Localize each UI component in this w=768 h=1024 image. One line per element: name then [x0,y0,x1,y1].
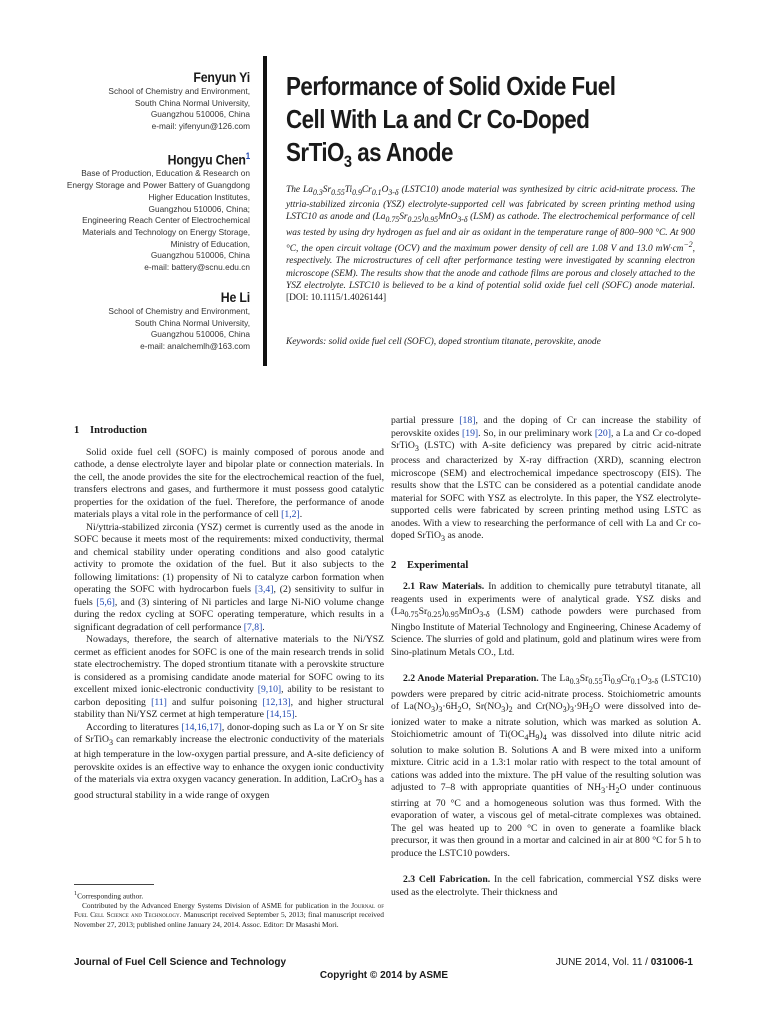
subsection-heading: 2.3 Cell Fabrication. [403,874,491,886]
author-affiliation: School of Chemistry and Environment, South China Normal University, Guangzhou 510006, China e-mail: yifenyun@126.com [60,86,250,133]
paragraph: Ni/yttria-stabilized zirconia (YSZ) cermet is currently used as the anode in SOFC because it meets most of the requirements: mixed conductivity, thermal and chemical stability under operating conditions and also good catalytic activity to promote the oxidation of the fuel. But it also subjects to the following limitations: (1) propensity of Ni to catalyze carbon formation when operating the SOFC with hydrocarbon fuels [3,4], (2) sensitivity to sulfur in fuels [5,6], and (3) sintering of Ni particles and large Ni-NiO volume change during the redox cycling at SOFC operating temperature, which results in a significant degradation of cell performance [7,8]. [74,521,384,633]
paragraph: Nowadays, therefore, the search of alternative materials to the Ni/YSZ cermet as efficient anodes for SOFC is one of the main research trends in solid state electrochemistry. The doped strontium titanate with a perovskite structure is considered as a promising candidate anode material for SOFC owing to its excellent mixed ionic-electronic conductivity [9,10], ability to be resistant to carbon depositing [11] and sulfur poisoning [12,13], and higher structural stability than Ni/YSZ cermet at high temperature [14,15]. [74,634,384,720]
paragraph: According to literatures [14,16,17], donor-doping such as La or Y on Sr site of SrTiO$_3$ can remarkably increase the electronic conductivity of the materials at high temperature in the low-oxygen partial pressure, and A-site deficiency of perovskite oxides is an effective way to enhance the oxygen ionic conductivity of the materials via extra oxygen vacancy generation. In addition, LaCrO$_3$ has a good structural stability in a wide range of oxygen [74,721,384,801]
body-column-left [74,415,384,802]
citation-link[interactable]: [3,4] [254,584,274,595]
citation-link[interactable]: [19] [462,427,479,439]
abstract: The $La_{0.3}Sr_{0.55}Ti_{0.9}Cr_{0.1}O_{3-\delta}$ (LSTC10) anode material was synthesized by citric acid-nitrate process. The yttria-stabilized zirconia (YSZ) electrolyte-supported cell was fabricated by screen printing method using LSTC10 as anode and $(La_{0.75}Sr_{0.25})_{0.95}MnO_{3-\delta}$ (LSM) as cathode. The electrochemical performance of cell was tested by using dry hydrogen as fuel and air as oxidant in the temperature range of 800–900 °C. At 900 °C, the open circuit voltage (OCV) and the maximum power density of cell are 1.08 V and 13.0 $mW\cdot cm^{-2}$, respectively. The microstructures of cell after performance testing were investigated by scanning electron microscope (SEM). The results show that the anode and cathode films are porous and closely attached to the YSZ electrolyte. LSTC10 is believed to be a kind of potential solid oxide fuel cell (SOFC) anode material. [DOI: 10.1115/1.4026144] [286,185,695,304]
journal-name: Journal of Fuel Cell Science and Technology [74,957,287,968]
section-heading: 2 Experimental [391,559,469,571]
citation-link[interactable]: [5,6] [96,596,115,608]
citation-link[interactable]: [1,2] [281,509,300,520]
keywords: Keywords: solid oxide fuel cell (SOFC), doped strontium titanate, perovskite, anode [286,337,601,347]
citation-link[interactable]: [9,10] [257,684,282,695]
author-block [60,147,250,274]
section-heading: 1 Introduction [74,425,147,436]
author-name: Fenyun Yi [193,69,250,85]
author-name: He Li [220,288,250,305]
author-block [60,68,250,133]
author-block [60,288,250,353]
paragraph: 2.3 Cell Fabrication. In the cell fabrication, commercial YSZ disks were used as the electrolyte. Their thickness and [391,874,701,898]
subsection-heading: 2.1 Raw Materials. [403,581,485,593]
paragraph: 2.1 Raw Materials. In addition to chemically pure tetrabutyl titanate, all reagents used in experiments were of analytical grade. YSZ disks and $(La_{0.75}Sr_{0.25})_{0.95}MnO_{3-\delta}$ (LSM) cathode powders were purchased from Ningbo Institute of Material Technology and Engineering, Chinese Academy of Science. The slurries of gold and platinum, gold and platinum wires were from Sino-platinum Metals CO., Ltd. [391,581,701,658]
citation-link[interactable]: [12,13] [262,696,291,708]
doi-link[interactable]: [DOI: 10.1115/1.4026144] [286,293,387,304]
author-affiliation: Base of Production, Education & Research on Energy Storage and Power Battery of Guangdong Higher Education Institutes, Guangzhou 510006, China; Engineering Reach Center of Electrochemical Materials and Technology on Energy Storage, Ministry of Education, Guangzhou 510006, China e-mail: battery@scnu.edu.cn [60,168,250,273]
citation-link[interactable]: [14,15] [266,709,295,720]
subsection-heading: 2.2 Anode Material Preparation. [403,673,539,685]
paragraph: 2.2 Anode Material Preparation. The $La_{0.3}Sr_{0.55}Ti_{0.9}Cr_{0.1}O_{3-\delta}$ (LSTC10) powders were prepared by citric acid-nitrate process. Stoichiometric amounts of $La(NO_3)_3\cdot 6H_2O$, $Sr(NO_3)_2$ and $Cr(NO_3)_3\cdot 9H_2O$ were dissolved into de-ionized water to make a nitrate solution, which was marked as solution A. Stoichiometric amount of $Ti(OC_4H_9)_4$ was dissolved into dilute nitric acid solution to make solution B. Solutions A and B were mixed into a uniform mixture. Citric acid in a 1.3:1 molar ratio with respect to the total amount of cations was added into the mixture. The pH value of the resulting solution was adjusted to 7–8 with appropriate quantities of $NH_3\cdot H_2O$ under continuous stirring at 70 °C and a homogeneous solution was thus formed. With the evaporation of water, a viscous gel of metal-citrate complexes was obtained. The gel was heated up to 200 °C in oven to generate a foamlike black precursor, it was then ground in a mortar and calcined in air at 800 °C for 5 h to produce the LSTC10 powders. [391,673,701,859]
paper-title: Performance of Solid Oxide Fuel Cell With La and Cr Co-Doped SrTiO$_3$ as Anode [286,71,616,172]
footnote: $^1$Corresponding author. Contributed by the Advanced Energy Systems Division of ASME for publication in the Journal of Fuel Cell Science and Technology. Manuscript received September 5, 2013; final manuscript received November 27, 2013; published online January 24, 2014. Assoc. Editor: Dr Masashi Mori. [74,891,384,929]
author-list [60,68,250,367]
copyright: Copyright © 2014 by ASME [319,970,449,981]
author-name: Hongyu Chen$^1$ [167,150,250,168]
issue-info: JUNE 2014, Vol. 11 / 031006-1 [555,957,693,968]
author-affiliation: School of Chemistry and Environment, South China Normal University, Guangzhou 510006, China e-mail: analchemlh@163.com [60,306,250,353]
author-email[interactable]: e-mail: analchemlh@163.com [140,340,250,351]
author-email[interactable]: e-mail: battery@scnu.edu.cn [144,262,250,273]
citation-link[interactable]: [11] [151,696,167,708]
paragraph: partial pressure [18], and the doping of Cr can increase the stability of perovskite oxides [19]. So, in our preliminary work [20], a La and Cr co-doped SrTiO$_3$ (LSTC) with A-site deficiency was prepared by citric acid-nitrate process and characterized by X-ray diffraction (XRD), scanning electron microscope (SEM) and electrochemical impedance spectroscopy (EIS). The results show that the LSTC can be considered as a potential candidate anode material for SOFC with YSZ as electrolyte. In this paper, the YSZ electrolyte-supported cells were fabricated by screen printing method using LSTC as anodes. With a view to researching the performance of cell with La and Cr co-doped SrTiO$_3$ as anode. [391,415,701,544]
citation-link[interactable]: [7,8] [243,621,263,633]
citation-link[interactable]: [14,16,17] [181,721,222,733]
footnote-rule [74,884,154,885]
paragraph: Solid oxide fuel cell (SOFC) is mainly composed of porous anode and cathode, a dense electrolyte layer and bipolar plate or connection materials. In the cell, the anode provides the site for the electrochemical reaction of the fuel, transfers electrons and gases, and furthermore it must possess good catalytic properties for the oxidation of the fuel. Therefore, the performance of anode materials plays a vital role in the performance of cell [1,2]. [74,446,384,520]
author-email[interactable]: e-mail: yifenyun@126.com [151,121,250,132]
citation-link[interactable]: [20] [594,427,611,439]
vertical-divider [263,56,267,366]
page-number: 031006-1 [650,957,693,968]
citation-link[interactable]: [18] [459,415,476,426]
footnote-marker[interactable]: 1 [245,150,250,161]
body-column-right [391,415,701,899]
